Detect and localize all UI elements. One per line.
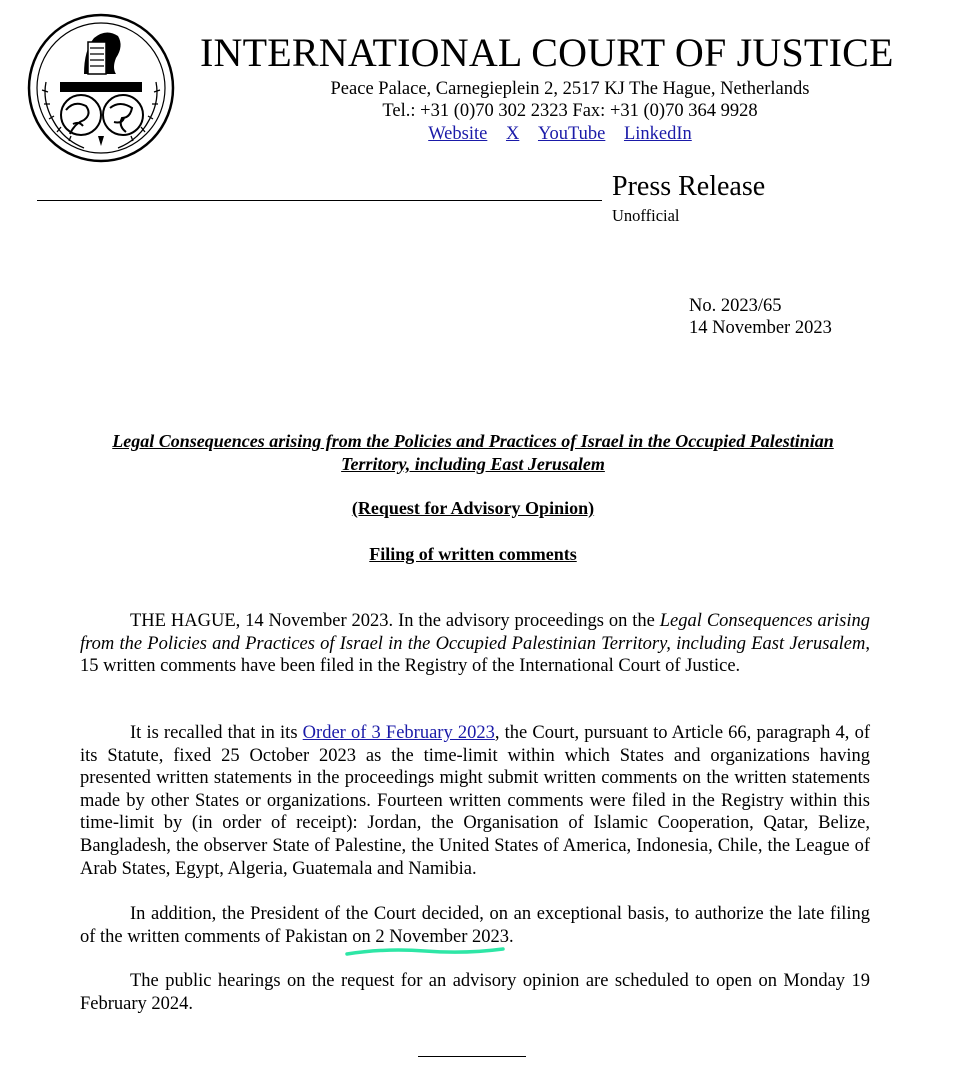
x-link[interactable]: X bbox=[505, 124, 520, 144]
paragraph-4 bbox=[80, 970, 870, 1015]
header-divider bbox=[37, 200, 602, 201]
p4-text: The public hearings on the request for an advisory opinion are scheduled to open on Monday 19 February 2024. bbox=[80, 971, 870, 1014]
p3-text: In addition, the President of the Court decided, on an exceptional basis, to authorize the late filing of the written comments of Pakistan on 2 November 2023. bbox=[80, 904, 870, 947]
youtube-link[interactable]: YouTube bbox=[537, 124, 606, 144]
court-name: INTERNATIONAL COURT OF JUSTICE bbox=[200, 30, 894, 75]
p1-case-name: Legal Consequences arising from the Policies and Practices of Israel in the Occupied Palestinian Territory, including East Jerusalem bbox=[80, 611, 870, 654]
p2-tail: , the Court, pursuant to Article 66, paragraph 4, of its Statute, fixed 25 October 2023 as the time-limit within which States and organizations having presented written statements in the proceedings might submit written comments on the written statements made by other States or organizations. Fourteen written comments were filed in the Registry within this time-limit by (in order of receipt): Jordan, the Organisation of Islamic Cooperation, Qatar, Belize, Bangladesh, the observer State of Palestine, the United States of America, Indonesia, Chile, the League of Arab States, Egypt, Algeria, Guatemala and Namibia. bbox=[80, 723, 870, 879]
order-link[interactable]: Order of 3 February 2023 bbox=[302, 723, 495, 743]
paragraph-1 bbox=[80, 610, 870, 678]
case-title: Legal Consequences arising from the Policies and Practices of Israel in the Occupied Palestinian Territory, including East Jerusalem bbox=[112, 431, 834, 474]
p2-lead: It is recalled that in its bbox=[130, 723, 303, 743]
p1-tail: , 15 written comments have been filed in the Registry of the International Court of Justice. bbox=[80, 633, 870, 677]
highlight-underline bbox=[345, 944, 505, 960]
paragraph-2 bbox=[80, 722, 870, 880]
unofficial-label: Unofficial bbox=[612, 206, 680, 225]
p1-lead: THE HAGUE, 14 November 2023. In the advisory proceedings on the bbox=[130, 611, 660, 631]
press-release-label: Press Release bbox=[612, 171, 766, 202]
paragraph-3 bbox=[80, 903, 870, 948]
end-divider bbox=[418, 1056, 526, 1057]
release-number: No. 2023/65 bbox=[689, 296, 782, 316]
court-contact-numbers: Tel.: +31 (0)70 302 2323 Fax: +31 (0)70 364 9928 bbox=[382, 101, 758, 121]
release-date: 14 November 2023 bbox=[689, 318, 832, 338]
request-subtitle: (Request for Advisory Opinion) bbox=[351, 498, 595, 518]
release-reference bbox=[689, 295, 832, 339]
filing-subtitle: Filing of written comments bbox=[369, 544, 577, 564]
contact-links bbox=[300, 123, 820, 145]
website-link[interactable]: Website bbox=[428, 124, 488, 144]
icj-seal-logo bbox=[26, 12, 176, 164]
court-address: Peace Palace, Carnegieplein 2, 2517 KJ The Hague, Netherlands bbox=[330, 79, 810, 99]
linkedin-link[interactable]: LinkedIn bbox=[623, 124, 692, 144]
